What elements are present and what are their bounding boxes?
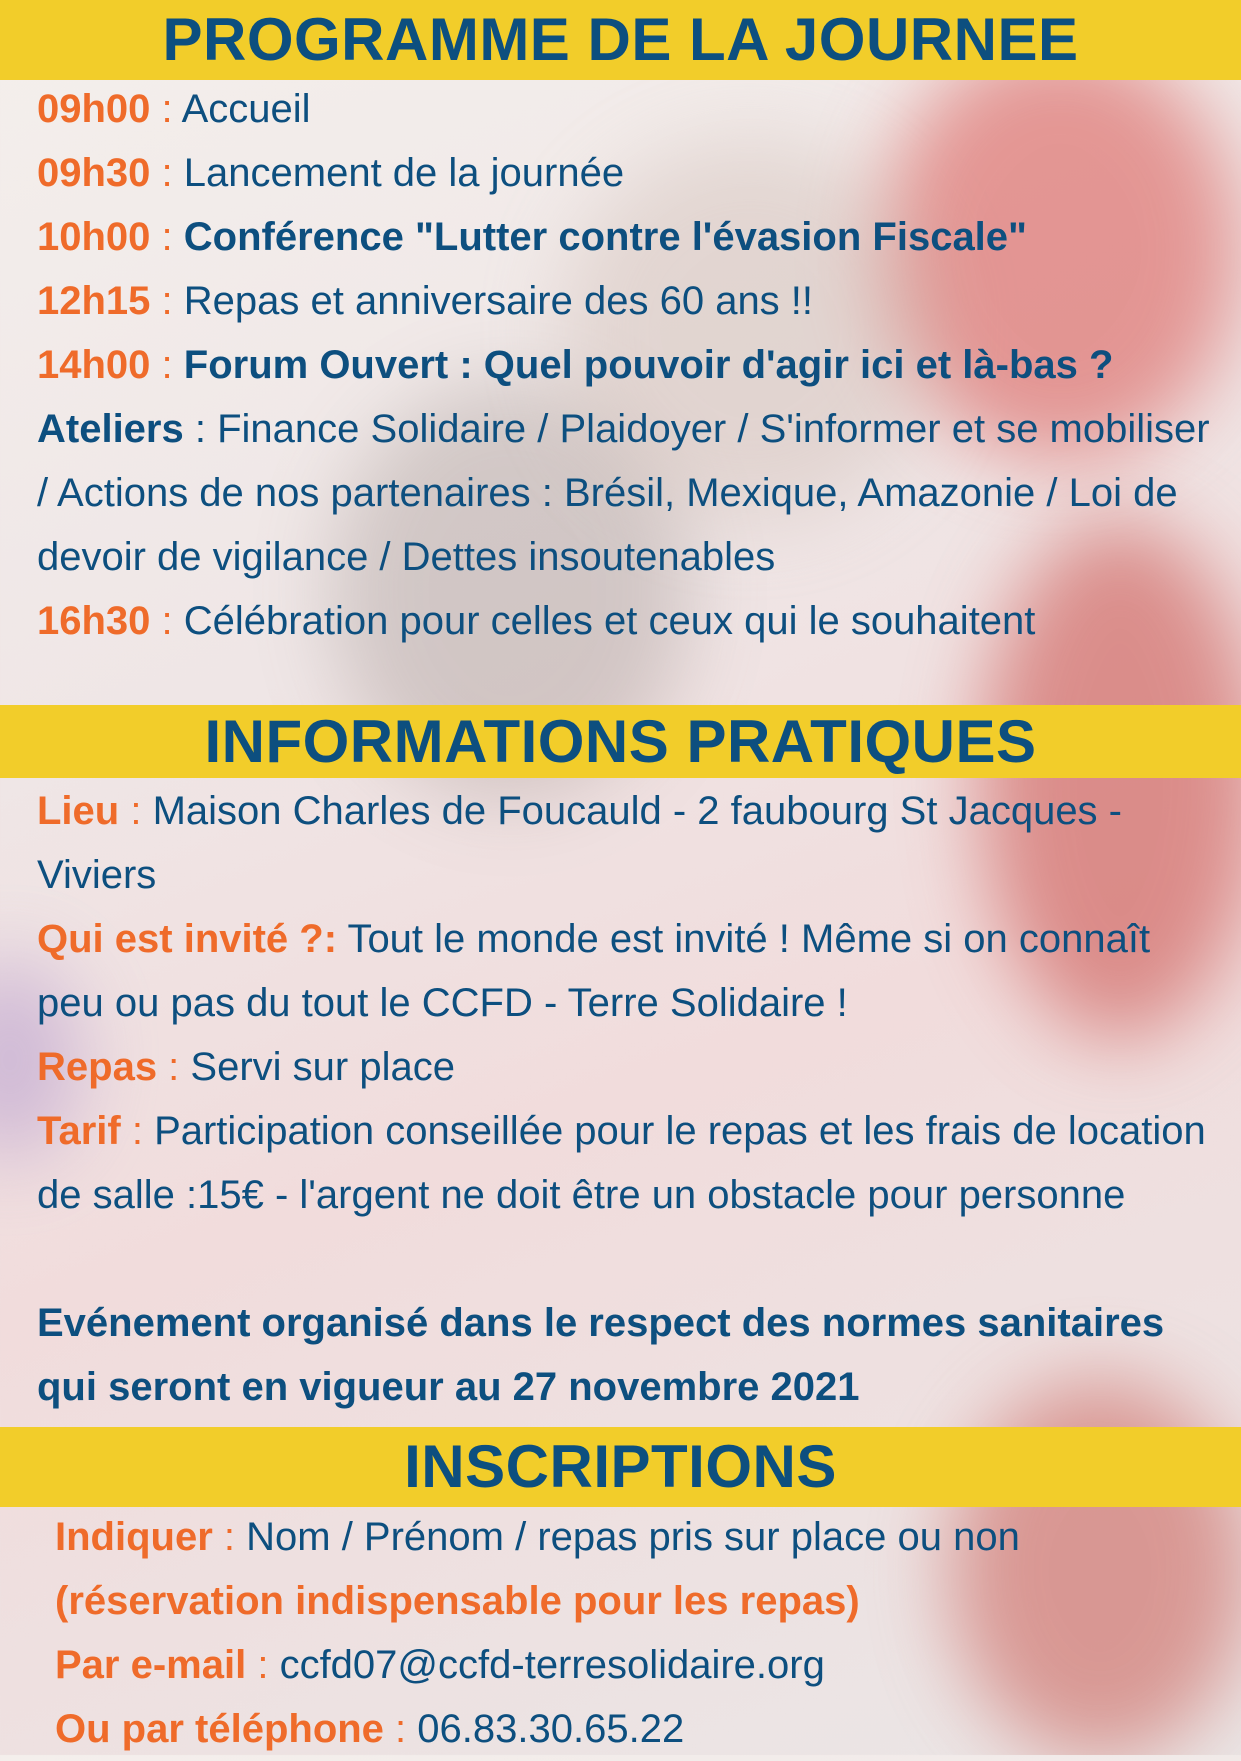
ateliers-text: Finance Solidaire / Plaidoyer / S'informer et se mobiliser / Actions de nos partenaires : Brésil, Mexique, Amazonie / Loi de devoir de vigilance / Dettes insoutenables <box>37 407 1210 579</box>
email-separator: : <box>246 1643 280 1687</box>
phone-separator: : <box>383 1707 418 1751</box>
tarif-separator: : <box>120 1109 155 1153</box>
invite-label: Qui est invité ?: <box>37 917 338 961</box>
indiquer-line <box>55 1505 1211 1569</box>
item-text: Célébration pour celles et ceux qui le souhaitent <box>183 599 1036 643</box>
item-separator: : <box>150 215 184 259</box>
item-separator: : <box>150 343 184 387</box>
infos-header-band <box>0 705 1241 778</box>
inscriptions-header-band <box>0 1427 1241 1507</box>
repas-separator: : <box>157 1045 191 1089</box>
item-text: Lancement de la journée <box>183 151 625 195</box>
invite-text: Tout le monde est invité ! Même si on connaît peu ou pas du tout le CCFD - Terre Solidaire ! <box>37 917 1151 1025</box>
programme-item <box>37 205 1211 269</box>
programme-item <box>37 77 1211 141</box>
item-time: 12h15 <box>37 279 151 323</box>
tarif-text: Participation conseillée pour le repas et les frais de location de salle :15€ - l'argent ne doit être un obstacle pour personne <box>37 1109 1206 1217</box>
item-text: Forum Ouvert : Quel pouvoir d'agir ici et là-bas ? <box>183 343 1114 387</box>
email-link[interactable]: ccfd07@ccfd-terresolidaire.org <box>279 1643 825 1687</box>
phone-label: Ou par téléphone <box>55 1707 384 1751</box>
item-separator: : <box>150 151 184 195</box>
item-separator: : <box>150 87 182 131</box>
invite-paragraph <box>37 907 1215 1035</box>
reservation-note: (réservation indispensable pour les repas) <box>55 1579 860 1623</box>
tarif-paragraph <box>37 1099 1215 1227</box>
programme-item <box>37 269 1211 333</box>
infos-title: INFORMATIONS PRATIQUES <box>204 707 1037 775</box>
inscriptions-title: INSCRIPTIONS <box>404 1433 837 1500</box>
programme-item <box>37 141 1211 205</box>
programme-item <box>37 589 1211 653</box>
programme-header-band <box>0 0 1241 80</box>
sanitary-notice: Evénement organisé dans le respect des normes sanitaires qui seront en vigueur au 27 novembre 2021 <box>37 1301 1165 1409</box>
item-separator: : <box>150 599 184 643</box>
email-label: Par e-mail <box>55 1643 247 1687</box>
ateliers-separator: : <box>183 407 218 451</box>
tarif-label: Tarif <box>37 1109 121 1153</box>
item-text: Repas et anniversaire des 60 ans !! <box>183 279 814 323</box>
item-time: 10h00 <box>37 215 151 259</box>
item-time: 09h00 <box>37 87 151 131</box>
lieu-separator: : <box>119 789 153 833</box>
lieu-text: Maison Charles de Foucauld - 2 faubourg St Jacques - Viviers <box>37 789 1122 897</box>
item-time: 14h00 <box>37 343 151 387</box>
indiquer-text: Nom / Prénom / repas pris sur place ou non <box>246 1515 1020 1559</box>
item-time: 16h30 <box>37 599 151 643</box>
indiquer-label: Indiquer <box>55 1515 213 1559</box>
repas-line <box>37 1035 1211 1099</box>
lieu-paragraph <box>37 779 1215 907</box>
item-text: Accueil <box>181 87 311 131</box>
phone-line <box>55 1697 1211 1761</box>
phone-number[interactable]: 06.83.30.65.22 <box>417 1707 685 1751</box>
item-text: Conférence "Lutter contre l'évasion Fiscale" <box>183 215 1028 259</box>
item-separator: : <box>150 279 184 323</box>
indiquer-separator: : <box>212 1515 247 1559</box>
programme-title: PROGRAMME DE LA JOURNEE <box>162 6 1079 73</box>
email-line <box>55 1633 1211 1697</box>
repas-text: Servi sur place <box>190 1045 455 1089</box>
repas-label: Repas <box>37 1045 158 1089</box>
ateliers-paragraph <box>37 397 1215 589</box>
lieu-label: Lieu <box>37 789 120 833</box>
ateliers-label: Ateliers <box>37 407 184 451</box>
programme-item <box>37 333 1211 397</box>
item-time: 09h30 <box>37 151 151 195</box>
